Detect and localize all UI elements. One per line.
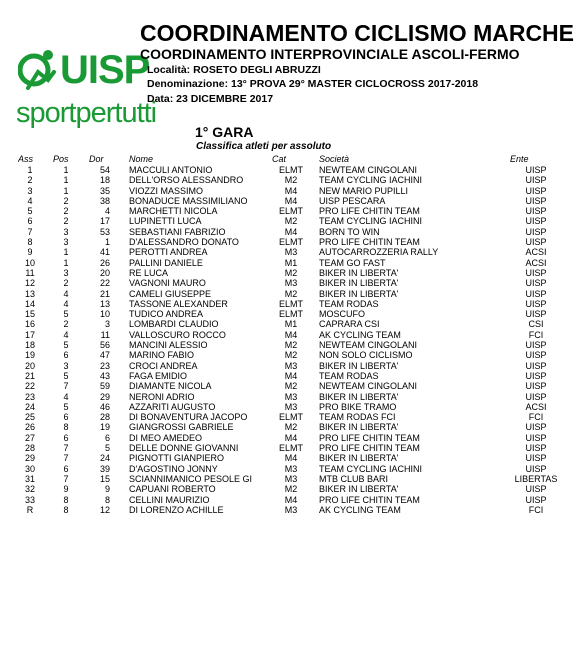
cell-societa: BIKER IN LIBERTA' (319, 422, 399, 433)
cell-pos: 6 (63, 350, 69, 361)
cell-pos: 8 (63, 494, 69, 505)
cell-ass: 10 (24, 257, 35, 268)
table-row (0, 495, 587, 505)
cell-societa: NEWTEAM CINGOLANI (319, 165, 418, 175)
cell-nome: DELLE DONNE GIOVANNI (129, 443, 239, 454)
table-row (0, 268, 587, 278)
cell-dor: 54 (99, 165, 110, 175)
cell-dor: 56 (99, 340, 110, 351)
table-row (0, 247, 587, 257)
cell-nome: FAGA EMIDIO (129, 370, 188, 381)
table-row (0, 402, 587, 412)
cell-cat: ELMT (278, 165, 303, 175)
table-row (0, 278, 587, 288)
header-nome: Nome (129, 154, 154, 164)
cell-nome: CAMELI GIUSEPPE (129, 288, 212, 299)
cell-dor: 29 (99, 391, 110, 402)
cell-nome: DELL'ORSO ALESSANDRO (129, 175, 244, 186)
header-ente: Ente (510, 154, 529, 164)
cell-ente: UISP (525, 391, 547, 402)
cell-dor: 28 (99, 412, 110, 423)
cell-ass: 24 (24, 401, 35, 412)
cell-societa: TEAM RODAS (319, 370, 379, 381)
cell-pos: 6 (63, 432, 69, 443)
cell-ass: 33 (24, 494, 35, 505)
cell-ente: FCI (528, 504, 544, 515)
cell-cat: M3 (284, 401, 298, 412)
cell-pos: 7 (63, 473, 69, 484)
cell-dor: 4 (104, 206, 110, 217)
cell-pos: 3 (63, 360, 69, 371)
cell-societa: TEAM CYCLING IACHINI (319, 216, 423, 227)
cell-societa: TEAM RODAS FCI (319, 412, 396, 423)
cell-cat: M2 (284, 350, 298, 361)
header-pos: Pos (53, 154, 69, 164)
cell-ente: UISP (525, 453, 547, 464)
cell-pos: 6 (63, 463, 69, 474)
cell-dor: 3 (104, 319, 110, 330)
cell-cat: M3 (284, 278, 298, 289)
cell-nome: D'ALESSANDRO DONATO (129, 237, 239, 248)
cell-ente: UISP (525, 432, 547, 443)
cell-dor: 22 (99, 278, 110, 289)
cell-ass: 28 (24, 443, 35, 454)
cell-nome: VAGNONI MAURO (129, 278, 206, 289)
cell-nome: NERONI ADRIO (129, 391, 195, 402)
cell-societa: AK CYCLING TEAM (319, 329, 401, 340)
cell-societa: PRO BIKE TRAMO (319, 401, 397, 412)
cell-ass: 32 (24, 484, 35, 495)
uisp-logo (8, 22, 157, 129)
cell-ass: 5 (27, 206, 33, 217)
cell-societa: NEWTEAM CINGOLANI (319, 340, 418, 351)
cell-ass: 17 (24, 329, 35, 340)
cell-pos: 8 (63, 504, 69, 515)
cell-ente: LIBERTAS (514, 473, 558, 484)
cell-nome: DI BONAVENTURA JACOPO (129, 412, 248, 423)
race-title: 1° GARA (195, 124, 254, 140)
cell-nome: LOMBARDI CLAUDIO (129, 319, 219, 330)
cell-ente: CSI (528, 319, 544, 330)
cell-ass: 14 (24, 298, 35, 309)
cell-ass: 25 (24, 412, 35, 423)
cell-ente: UISP (525, 165, 547, 175)
cell-pos: 1 (63, 247, 69, 258)
cell-societa: TEAM CYCLING IACHINI (319, 175, 423, 186)
cell-ente: UISP (525, 443, 547, 454)
cell-ass: 1 (27, 165, 33, 175)
table-row (0, 186, 587, 196)
cell-cat: M3 (284, 504, 298, 515)
cell-dor: 46 (99, 401, 110, 412)
cell-societa: PRO LIFE CHITIN TEAM (319, 206, 420, 217)
cell-ass: 30 (24, 463, 35, 474)
cell-cat: ELMT (278, 443, 303, 454)
table-row (0, 299, 587, 309)
cell-societa: NEWTEAM CINGOLANI (319, 381, 418, 392)
cell-societa: BIKER IN LIBERTA' (319, 278, 399, 289)
cell-ass: 2 (27, 175, 33, 186)
header-dor: Dor (89, 154, 104, 164)
cell-nome: SCIANNIMANICO PESOLE GI (129, 473, 253, 484)
table-row (0, 216, 587, 226)
cell-cat: M1 (284, 319, 298, 330)
cell-ass: 8 (27, 237, 33, 248)
table-row (0, 381, 587, 391)
cell-societa: BIKER IN LIBERTA' (319, 288, 399, 299)
localita-line: Località: ROSETO DEGLI ABRUZZI (147, 64, 321, 76)
cell-nome: SEBASTIANI FABRIZIO (129, 226, 226, 237)
table-row (0, 433, 587, 443)
cell-ente: UISP (525, 237, 547, 248)
cell-ass: 27 (24, 432, 35, 443)
cell-ass: 15 (24, 309, 35, 320)
cell-ass: 31 (24, 473, 35, 484)
cell-societa: UISP PESCARA (319, 195, 386, 206)
table-row (0, 258, 587, 268)
table-row (0, 474, 587, 484)
table-row (0, 350, 587, 360)
cell-cat: M4 (284, 226, 298, 237)
cell-societa: PRO LIFE CHITIN TEAM (319, 443, 420, 454)
cell-pos: 3 (63, 237, 69, 248)
cell-dor: 26 (99, 257, 110, 268)
cell-ass: 20 (24, 360, 35, 371)
cell-pos: 2 (63, 206, 69, 217)
cell-dor: 19 (99, 422, 110, 433)
cell-nome: PEROTTI ANDREA (129, 247, 208, 258)
cell-ente: UISP (525, 206, 547, 217)
cell-ente: UISP (525, 278, 547, 289)
cell-ente: ACSI (525, 401, 547, 412)
cell-dor: 38 (99, 195, 110, 206)
cell-dor: 59 (99, 381, 110, 392)
cell-dor: 24 (99, 453, 110, 464)
cell-pos: 4 (63, 329, 69, 340)
cell-dor: 9 (104, 484, 110, 495)
cell-pos: 5 (63, 370, 69, 381)
cell-ente: UISP (525, 494, 547, 505)
cell-nome: GIANGROSSI GABRIELE (129, 422, 234, 433)
cell-cat: M3 (284, 463, 298, 474)
table-row (0, 237, 587, 247)
cell-dor: 5 (104, 443, 110, 454)
cell-dor: 39 (99, 463, 110, 474)
cell-ass: 19 (24, 350, 35, 361)
cell-ente: UISP (525, 381, 547, 392)
cell-societa: BIKER IN LIBERTA' (319, 267, 399, 278)
cell-ass: 26 (24, 422, 35, 433)
uisp-logo-line (18, 48, 149, 92)
cell-pos: 5 (63, 340, 69, 351)
cell-ente: UISP (525, 463, 547, 474)
results-table (0, 154, 587, 515)
cell-cat: M3 (284, 391, 298, 402)
cell-ass: 3 (27, 185, 33, 196)
cell-ass: 23 (24, 391, 35, 402)
cell-dor: 47 (99, 350, 110, 361)
cell-ente: FCI (528, 412, 544, 423)
cell-pos: 4 (63, 391, 69, 402)
cell-societa: TEAM CYCLING IACHINI (319, 463, 423, 474)
cell-pos: 1 (63, 175, 69, 186)
cell-ente: UISP (525, 195, 547, 206)
header-cat: Cat (272, 154, 287, 164)
cell-nome: CELLINI MAURIZIO (129, 494, 210, 505)
cell-nome: PALLINI DANIELE (129, 257, 203, 268)
cell-ass: 7 (27, 226, 33, 237)
cell-cat: ELMT (278, 298, 303, 309)
cell-societa: BORN TO WIN (319, 226, 380, 237)
cell-cat: ELMT (278, 412, 303, 423)
cell-nome: CAPUANI ROBERTO (129, 484, 216, 495)
cell-pos: 3 (63, 267, 69, 278)
table-row (0, 309, 587, 319)
cell-ass: 18 (24, 340, 35, 351)
page-subtitle: COORDINAMENTO INTERPROVINCIALE ASCOLI-FERMO (140, 46, 520, 62)
cell-dor: 8 (104, 494, 110, 505)
cell-pos: 6 (63, 412, 69, 423)
cell-ass: 11 (25, 267, 35, 278)
cell-dor: 1 (104, 237, 110, 248)
cell-dor: 23 (99, 360, 110, 371)
table-body (0, 165, 587, 515)
cell-ente: UISP (525, 216, 547, 227)
page-title: COORDINAMENTO CICLISMO MARCHE (140, 20, 575, 46)
table-row (0, 340, 587, 350)
table-row (0, 319, 587, 329)
cell-dor: 6 (104, 432, 110, 443)
cell-societa: TEAM GO FAST (319, 257, 386, 268)
cell-pos: 5 (63, 309, 69, 320)
cell-ass: 4 (27, 195, 33, 206)
table-row (0, 196, 587, 206)
cell-societa: MOSCUFO (319, 309, 365, 320)
cell-dor: 53 (99, 226, 110, 237)
cell-ass: 6 (27, 216, 33, 227)
table-row (0, 371, 587, 381)
cell-societa: TEAM RODAS (319, 298, 379, 309)
cell-cat: M4 (284, 195, 298, 206)
cell-nome: CROCI ANDREA (129, 360, 198, 371)
sportpertutti-wordmark: sportpertutti (16, 97, 157, 129)
cell-nome: DIAMANTE NICOLA (129, 381, 212, 392)
cell-ass: 9 (27, 247, 33, 258)
cell-ente: UISP (525, 370, 547, 381)
cell-ente: UISP (525, 309, 547, 320)
cell-cat: ELMT (278, 237, 303, 248)
cell-ass: 21 (24, 370, 35, 381)
cell-cat: M2 (284, 267, 298, 278)
cell-nome: AZZARITI AUGUSTO (129, 401, 216, 412)
cell-cat: M4 (284, 185, 298, 196)
cell-pos: 1 (63, 257, 69, 268)
table-row (0, 443, 587, 453)
cell-societa: BIKER IN LIBERTA' (319, 484, 399, 495)
cell-dor: 10 (99, 309, 110, 320)
cell-societa: AUTOCARROZZERIA RALLY (319, 247, 439, 258)
cell-pos: 1 (63, 165, 69, 175)
cell-societa: NON SOLO CICLISMO (319, 350, 413, 361)
denominazione-line: Denominazione: 13° PROVA 29° MASTER CICLOCROSS 2017-2018 (147, 78, 479, 90)
cell-nome: TASSONE ALEXANDER (129, 298, 228, 309)
runner-icon (18, 48, 58, 92)
cell-cat: M4 (284, 370, 298, 381)
cell-dor: 41 (99, 247, 110, 258)
table-row (0, 464, 587, 474)
table-row (0, 412, 587, 422)
cell-dor: 15 (99, 473, 110, 484)
cell-nome: MANCINI ALESSIO (129, 340, 208, 351)
cell-ass: 12 (24, 278, 35, 289)
cell-ente: UISP (525, 226, 547, 237)
cell-pos: 4 (63, 288, 69, 299)
cell-cat: M4 (284, 494, 298, 505)
cell-dor: 12 (99, 504, 110, 515)
header-societa: Società (319, 154, 350, 164)
cell-dor: 21 (99, 288, 110, 299)
cell-dor: 43 (99, 370, 110, 381)
table-row (0, 361, 587, 371)
cell-cat: M3 (284, 473, 298, 484)
cell-ente: UISP (525, 340, 547, 351)
cell-pos: 7 (63, 381, 69, 392)
ranking-title: Classifica atleti per assoluto (196, 141, 332, 152)
date-line: Data: 23 DICEMBRE 2017 (147, 93, 274, 105)
cell-ass: 16 (24, 319, 35, 330)
cell-cat: ELMT (278, 309, 303, 320)
cell-ente: UISP (525, 175, 547, 186)
uisp-wordmark: UISP (60, 48, 150, 92)
cell-nome: TUDICO ANDREA (129, 309, 204, 320)
cell-ente: UISP (525, 422, 547, 433)
table-row (0, 330, 587, 340)
cell-nome: MARINO FABIO (129, 350, 195, 361)
cell-cat: M3 (284, 360, 298, 371)
cell-ente: UISP (525, 360, 547, 371)
cell-dor: 20 (99, 267, 110, 278)
cell-societa: MTB CLUB BARI (319, 473, 389, 484)
table-row (0, 227, 587, 237)
table-row (0, 484, 587, 494)
cell-cat: M4 (284, 432, 298, 443)
cell-societa: PRO LIFE CHITIN TEAM (319, 494, 420, 505)
cell-pos: 3 (63, 226, 69, 237)
table-row (0, 505, 587, 515)
cell-nome: PIGNOTTI GIANPIERO (129, 453, 225, 464)
cell-cat: M2 (284, 422, 298, 433)
cell-pos: 8 (63, 422, 69, 433)
cell-cat: M2 (284, 484, 298, 495)
cell-cat: M2 (284, 175, 298, 186)
cell-ente: FCI (528, 329, 544, 340)
cell-nome: RE LUCA (129, 267, 169, 278)
cell-nome: LUPINETTI LUCA (129, 216, 202, 227)
cell-societa: BIKER IN LIBERTA' (319, 391, 399, 402)
cell-dor: 35 (99, 185, 110, 196)
cell-nome: D'AGOSTINO JONNY (129, 463, 218, 474)
cell-societa: CAPRARA CSI (319, 319, 380, 330)
cell-cat: M4 (284, 453, 298, 464)
cell-societa: PRO LIFE CHITIN TEAM (319, 237, 420, 248)
cell-pos: 9 (63, 484, 69, 495)
table-row (0, 175, 587, 185)
cell-cat: M2 (284, 340, 298, 351)
cell-dor: 13 (99, 298, 110, 309)
cell-ass: 29 (24, 453, 35, 464)
table-row (0, 165, 587, 175)
cell-ass: 22 (24, 381, 35, 392)
cell-nome: MACCULI ANTONIO (129, 165, 213, 175)
cell-ente: ACSI (525, 247, 547, 258)
cell-societa: AK CYCLING TEAM (319, 504, 401, 515)
cell-ente: ACSI (525, 257, 547, 268)
cell-dor: 18 (99, 175, 110, 186)
cell-ente: UISP (525, 185, 547, 196)
cell-cat: M1 (284, 257, 298, 268)
cell-ente: UISP (525, 267, 547, 278)
cell-societa: NEW MARIO PUPILLI (319, 185, 409, 196)
cell-nome: DI MEO AMEDEO (129, 432, 203, 443)
cell-societa: BIKER IN LIBERTA' (319, 360, 399, 371)
header-ass: Ass (18, 154, 34, 164)
cell-ente: UISP (525, 298, 547, 309)
cell-ente: UISP (525, 484, 547, 495)
table-row (0, 422, 587, 432)
cell-cat: ELMT (278, 206, 303, 217)
cell-dor: 11 (100, 329, 110, 340)
cell-cat: M2 (284, 288, 298, 299)
cell-cat: M2 (284, 381, 298, 392)
cell-nome: DI LORENZO ACHILLE (129, 504, 224, 515)
cell-cat: M3 (284, 247, 298, 258)
cell-nome: BONADUCE MASSIMILIANO (129, 195, 248, 206)
cell-pos: 1 (63, 185, 69, 196)
cell-pos: 2 (63, 216, 69, 227)
cell-nome: VIOZZI MASSIMO (129, 185, 204, 196)
cell-pos: 2 (63, 195, 69, 206)
table-row (0, 206, 587, 216)
table-row (0, 453, 587, 463)
cell-pos: 2 (63, 278, 69, 289)
cell-societa: PRO LIFE CHITIN TEAM (319, 432, 420, 443)
cell-pos: 7 (63, 443, 69, 454)
cell-pos: 2 (63, 319, 69, 330)
cell-dor: 17 (99, 216, 110, 227)
table-row (0, 289, 587, 299)
table-header (0, 154, 587, 165)
cell-ente: UISP (525, 288, 547, 299)
cell-nome: MARCHETTI NICOLA (129, 206, 218, 217)
cell-pos: 7 (63, 453, 69, 464)
cell-pos: 5 (63, 401, 69, 412)
cell-ass: 13 (24, 288, 35, 299)
cell-pos: 4 (63, 298, 69, 309)
table-row (0, 392, 587, 402)
cell-nome: VALLOSCURO ROCCO (129, 329, 226, 340)
cell-cat: M4 (284, 329, 298, 340)
cell-ass: R (26, 504, 34, 515)
cell-cat: M2 (284, 216, 298, 227)
cell-ente: UISP (525, 350, 547, 361)
cell-societa: BIKER IN LIBERTA' (319, 453, 399, 464)
